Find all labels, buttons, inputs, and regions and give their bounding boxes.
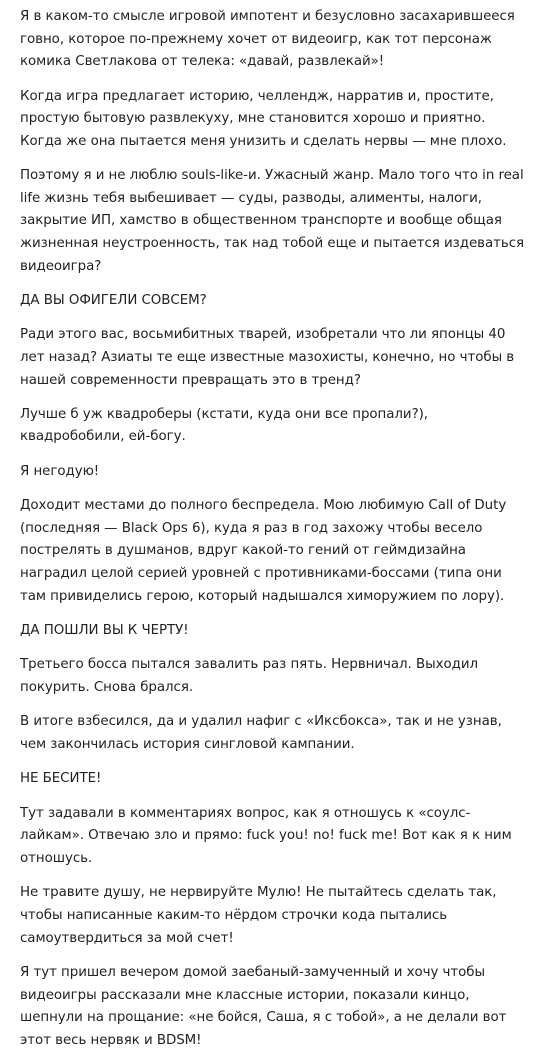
- paragraph-8: Доходит местами до полного беспредела. Мою любимую Call of Duty (последняя — Black Ops 6), куда я раз в год захожу чтобы весело пострелять в душманов, вдруг какой-то гений от геймдизайна наградил целой серией уровней с противниками-боссами (типа они там привиделись герою, который надышался химоружием по лору).: [20, 498, 507, 604]
- paragraph-9: ДА ПОШЛИ ВЫ К ЧЕРТУ!: [20, 623, 189, 639]
- paragraph-1: Я в каком-то смысле игровой импотент и безусловно засахарившееся говно, которое по-прежнему хочет от видеоигр, как тот персонаж комика Светлакова от телека: «давай, развлекай»!: [20, 9, 515, 70]
- paragraph-3: Поэтому я и не люблю souls-like-и. Ужасный жанр. Мало того что in real life жизнь тебя выбешивает — суды, разводы, алименты, налоги, закрытие ИП, хамство в общественном транспорте и вообще общая жизненная неустроенность, так над тобой еще и пытается издеваться видеоигра?: [20, 168, 525, 274]
- paragraph-2: Когда игра предлагает историю, челлендж, нарратив и, простите, простую бытовую развлекуху, мне становится хорошо и приятно. Когда же она пытается меня унизить и сделать нервы — мне плохо.: [20, 88, 507, 149]
- paragraph-5: Ради этого вас, восьмибитных тварей, изобретали что ли японцы 40 лет назад? Азиаты те еще известные мазохисты, конечно, но чтобы в нашей современности превращать это в тренд?: [20, 327, 515, 388]
- paragraph-10: Третьего босса пытался завалить раз пять. Нервничал. Выходил покурить. Снова брался.: [20, 657, 479, 696]
- paragraph-4: ДА ВЫ ОФИГЕЛИ СОВСЕМ?: [20, 292, 207, 308]
- paragraph-12: НЕ БЕСИТЕ!: [20, 771, 102, 787]
- paragraph-11: В итоге взбесился, да и удалил нафиг с «Иксбокса», так и не узнав, чем закончилась история сингловой кампании.: [20, 714, 502, 752]
- paragraph-14: Не травите душу, не нервируйте Мулю! Не пытайтесь сделать так, чтобы написанные каким-то нёрдом строчки кода пытались самоутвердиться за мой счет!: [20, 885, 497, 946]
- paragraph-7: Я негодую!: [20, 463, 100, 479]
- paragraph-13: Тут задавали в комментариях вопрос, как я отношусь к «соулс-лайкам». Отвечаю зло и прямо: fuck you! no! fuck me! Вот как я к ним отношусь.: [20, 805, 512, 866]
- paragraph-6: Лучше б уж квадроберы (кстати, куда они все пропали?), квадробобили, ей-богу.: [20, 406, 429, 445]
- paragraph-15: Я тут пришел вечером домой заебаный-замученный и хочу чтобы видеоигры рассказали мне классные истории, показали кинцо, шепнули на прощание: «не бойся, Саша, я с тобой», а не делали вот этот весь нервяк и BDSM!: [20, 964, 507, 1048]
